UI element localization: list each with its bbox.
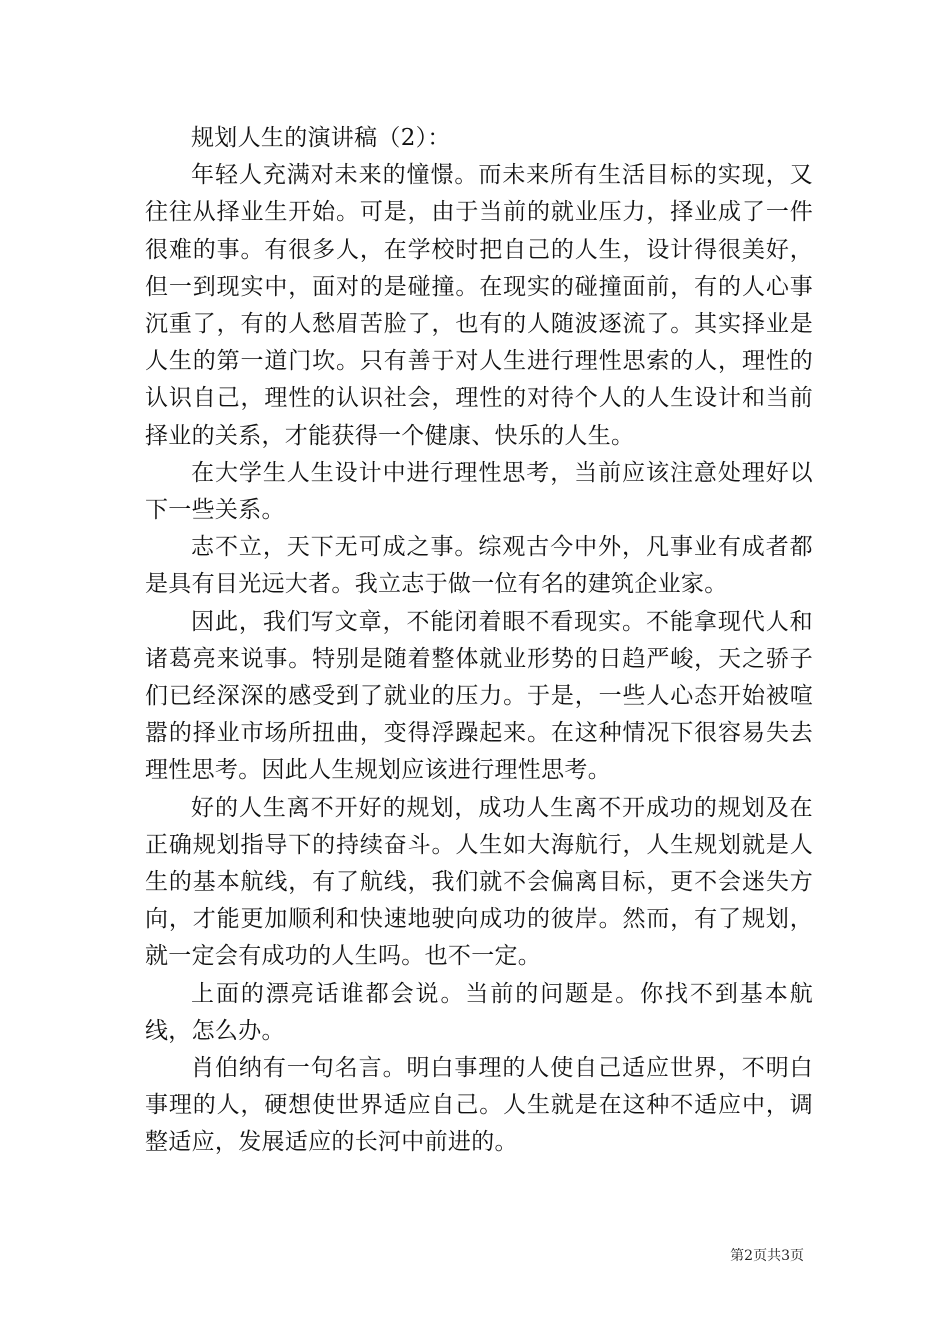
page-number: 第2页共3页	[730, 1248, 804, 1264]
paragraph-4: 因此，我们写文章，不能闭着眼不看现实。不能拿现代人和诸葛亮来说事。特别是随着整体就业形势的日趋严峻，天之骄子们已经深深的感受到了就业的压力。于是，一些人心态开始被喧嚣的择业市场所扭曲，变得浮躁起来。在这种情况下很容易失去理性思考。因此人生规划应该进行理性思考。	[145, 608, 813, 784]
paragraph-3: 志不立，天下无可成之事。综观古今中外，凡事业有成者都是具有目光远大者。我立志于做一位有名的建筑企业家。	[145, 534, 813, 598]
paragraph-6: 上面的漂亮话谁都会说。当前的问题是。你找不到基本航线，怎么办。	[145, 980, 813, 1044]
paragraph-7: 肖伯纳有一句名言。明白事理的人使自己适应世界，不明白事理的人，硬想使世界适应自己。人生就是在这种不适应中，调整适应，发展适应的长河中前进的。	[145, 1055, 813, 1156]
paragraph-1: 年轻人充满对未来的憧憬。而未来所有生活目标的实现，又往往从择业生开始。可是，由于当前的就业压力，择业成了一件很难的事。有很多人，在学校时把自己的人生，设计得很美好，但一到现实中，面对的是碰撞。在现实的碰撞面前，有的人心事沉重了，有的人愁眉苦脸了，也有的人随波逐流了。其实择业是人生的第一道门坎。只有善于对人生进行理性思索的人，理性的认识自己，理性的认识社会，理性的对待个人的人生设计和当前择业的关系，才能获得一个健康、快乐的人生。	[145, 162, 813, 449]
paragraph-2: 在大学生人生设计中进行理性思考，当前应该注意处理好以下一些关系。	[145, 459, 813, 524]
document-body	[145, 120, 813, 1162]
paragraph-5: 好的人生离不开好的规划，成功人生离不开成功的规划及在正确规划指导下的持续奋斗。人生如大海航行，人生规划就是人生的基本航线，有了航线，我们就不会偏离目标，更不会迷失方向，才能更加顺利和快速地驶向成功的彼岸。然而，有了规划，就一定会有成功的人生吗。也不一定。	[145, 794, 813, 970]
document-heading: 规划人生的演讲稿（2）：	[191, 125, 451, 151]
